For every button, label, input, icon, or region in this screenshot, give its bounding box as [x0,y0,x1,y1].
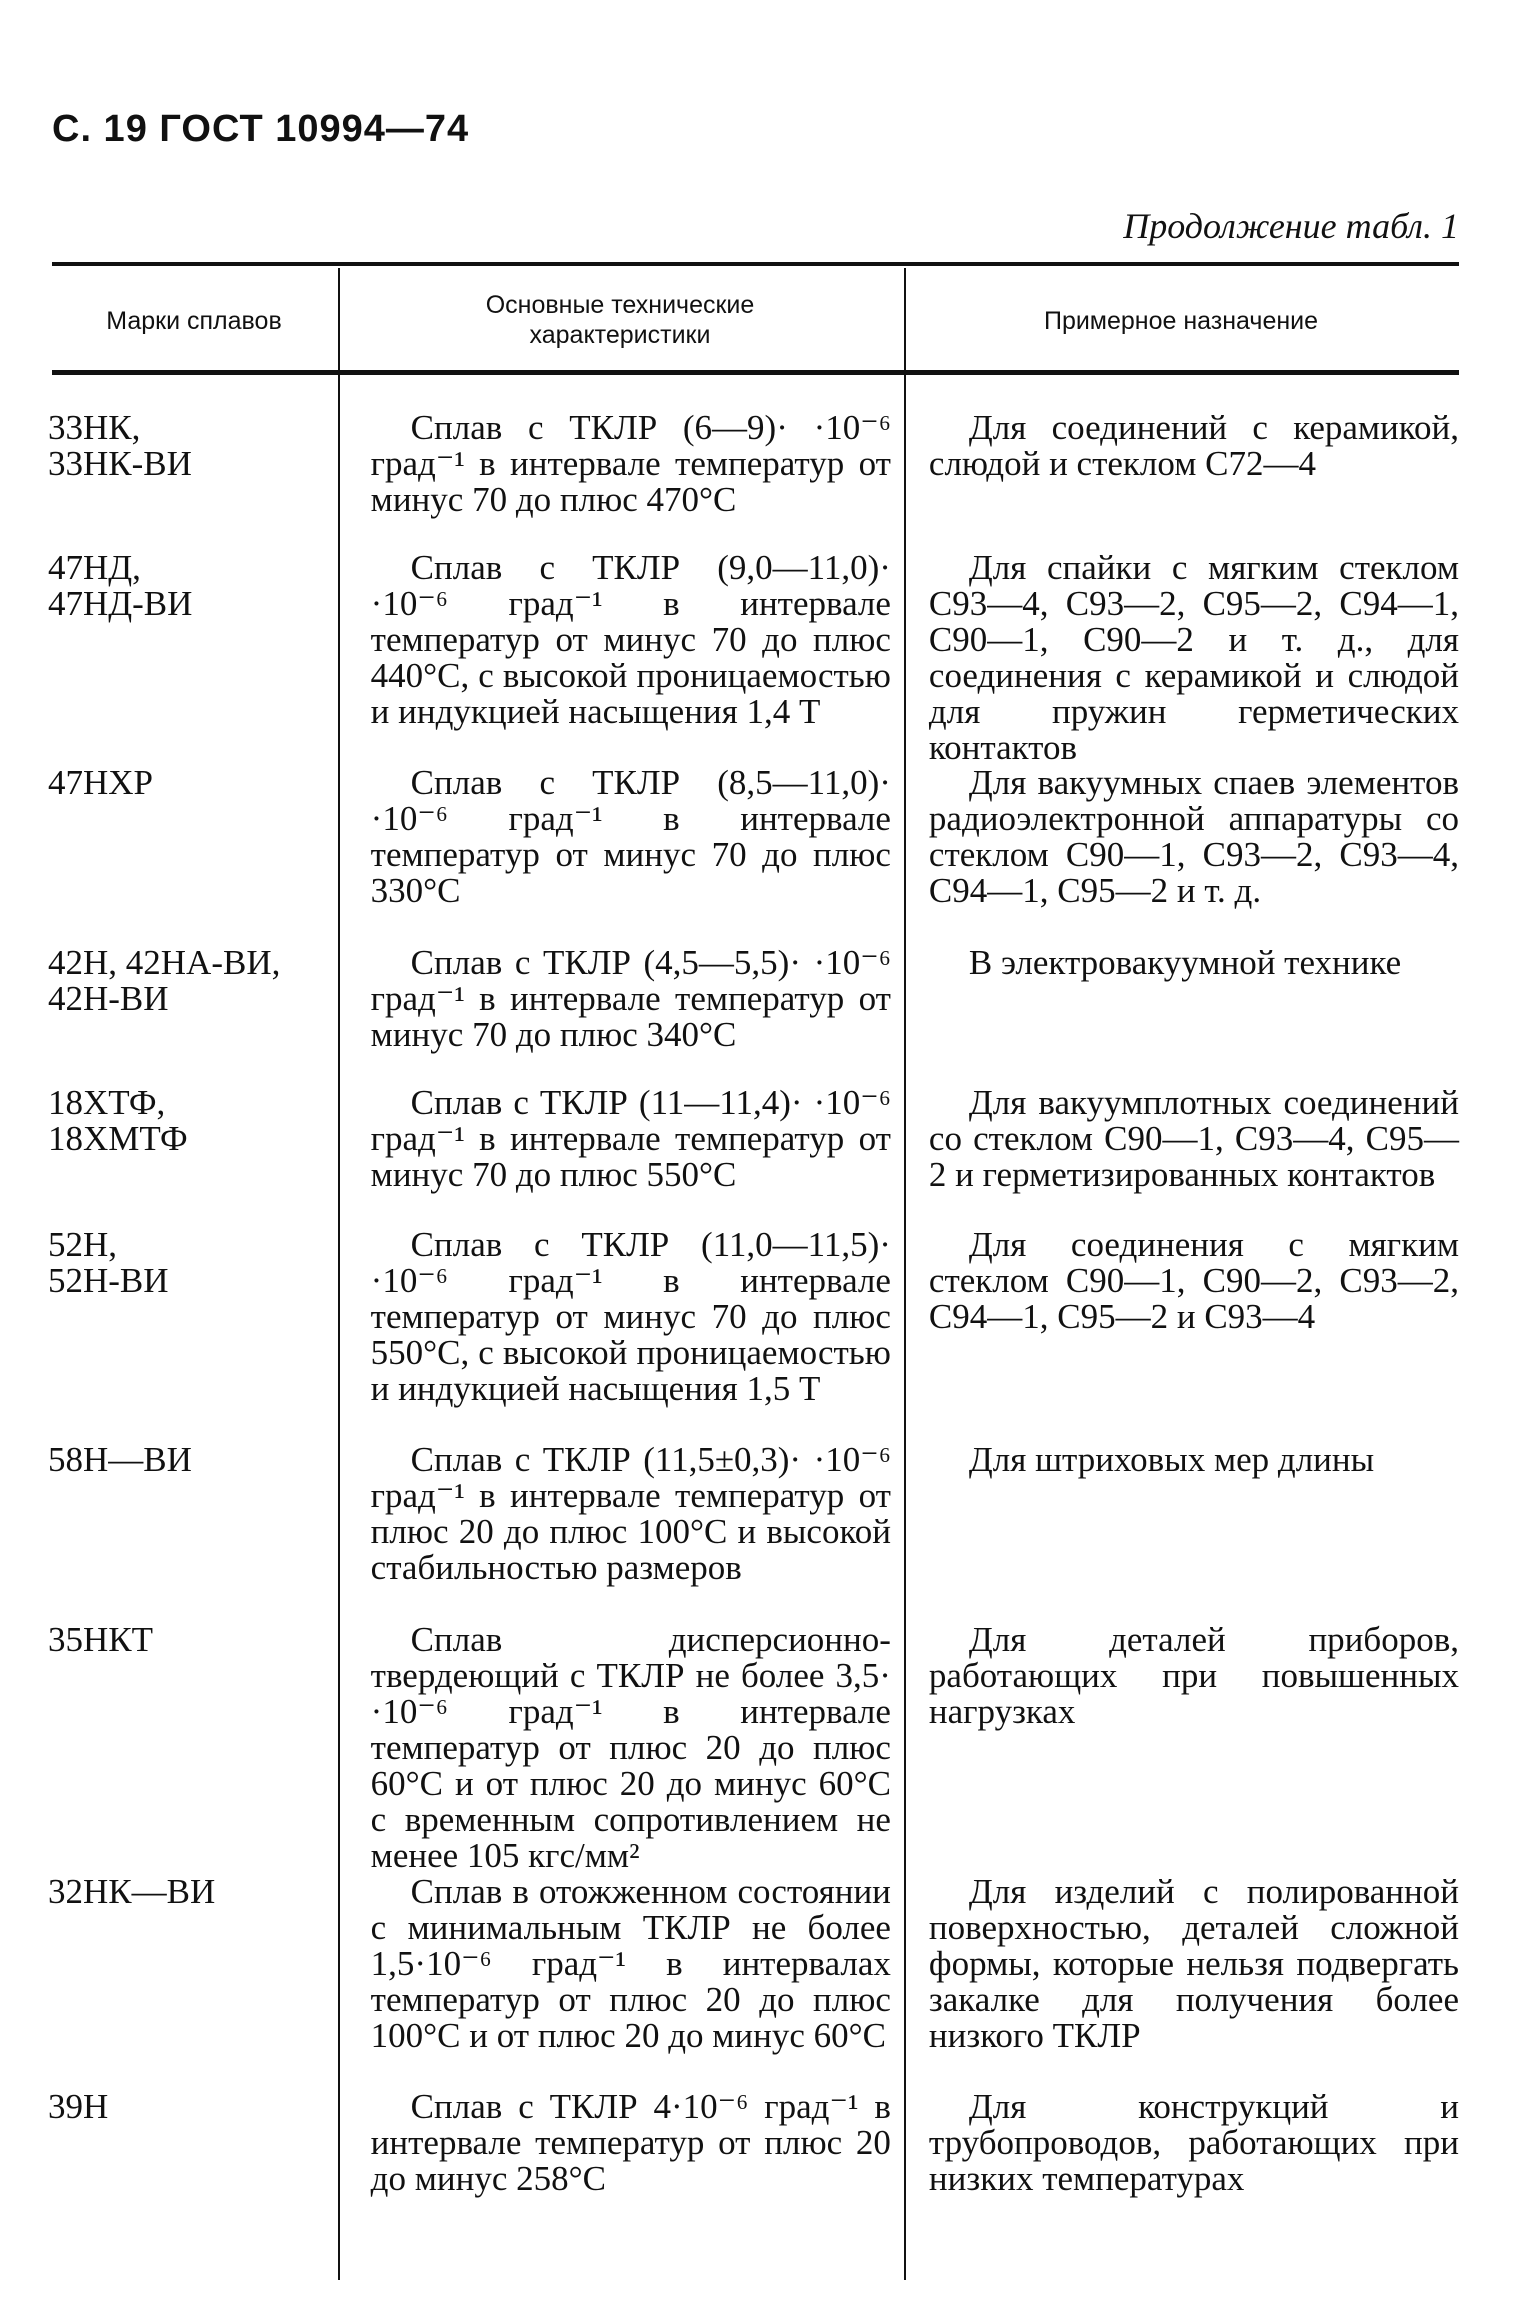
technical-characteristics: Сплав дисперсионно-твердеющий с ТКЛР не более 3,5· ·10⁻⁶ град⁻¹ в интервале температур от плюс 20 до плюс 60°С и от плюс 20 до минус 60°С с временным сопротивлением не менее 105 кгс/мм² [370,1620,891,1875]
intended-use: Для конструкций и трубопроводов, работающих при низких температурах [928,2087,1459,2198]
table-row [48,1622,1459,1874]
intended-use: Для соединений с керамикой, слюдой и стеклом С72—4 [928,408,1459,483]
technical-characteristics: Сплав с ТКЛР (9,0—11,0)· ·10⁻⁶ град⁻¹ в интервале температур от минус 70 до плюс 440°С, с высокой проницаемостью и индукцией насыщения 1,4 Т [370,548,891,731]
alloy-grade: 39Н [48,2087,109,2126]
technical-characteristics: Сплав с ТКЛР (6—9)· ·10⁻⁶ град⁻¹ в интервале температур от минус 70 до плюс 470°С [370,408,891,519]
page-title: С. 19 ГОСТ 10994—74 [52,108,470,150]
header-bottom-rule [52,370,1459,375]
technical-characteristics: Сплав в отожженном состоянии с минимальным ТКЛР не более 1,5·10⁻⁶ град⁻¹ в интервалах температур от плюс 20 до плюс 100°С и от плюс 20 до минус 60°С [370,1872,891,2055]
alloy-grade: 35НКТ [48,1620,153,1659]
column-header-purpose: Примерное назначение [1043,307,1319,335]
table-top-rule [52,262,1459,266]
technical-characteristics: Сплав с ТКЛР 4·10⁻⁶ град⁻¹ в интервале температур от плюс 20 до минус 258°С [370,2087,891,2198]
table-row [48,945,1459,1085]
intended-use: Для вакуумных спаев элементов радиоэлектронной аппаратуры со стеклом С90—1, С93—2, С93—4, С94—1, С95—2 и т. д. [928,763,1459,910]
alloy-grade: 42Н, 42НА-ВИ, 42Н-ВИ [48,943,281,1018]
table-continuation-label: Продолжение табл. 1 [1123,206,1459,246]
table-row [48,1227,1459,1442]
alloy-grade: 47НХР [48,763,154,802]
table-row [48,550,1459,765]
technical-characteristics: Сплав с ТКЛР (11,5±0,3)· ·10⁻⁶ град⁻¹ в интервале температур от плюс 20 до плюс 100°С и высокой стабильностью размеров [370,1440,891,1587]
intended-use: Для соединения с мягким стеклом С90—1, С90—2, С93—2, С94—1, С95—2 и С93—4 [928,1225,1459,1336]
technical-characteristics: Сплав с ТКЛР (4,5—5,5)· ·10⁻⁶ град⁻¹ в интервале температур от минус 70 до плюс 340°С [370,943,891,1054]
table-row [48,2089,1459,2219]
intended-use: Для вакуумплотных соединений со стеклом С90—1, С93—4, С95—2 и герметизированных контактов [928,1083,1459,1194]
intended-use: Для изделий с полированной поверхностью, деталей сложной формы, которые нельзя подвергать закалке для получения более низкого ТКЛР [928,1872,1459,2055]
alloy-grade: 33НК, 33НК-ВИ [48,408,192,483]
table-row [48,765,1459,945]
alloy-grade: 18ХТФ, 18ХМТФ [48,1083,188,1158]
table-row [48,410,1459,550]
alloy-grade: 32НК—ВИ [48,1872,216,1911]
alloy-grade: 58Н—ВИ [48,1440,192,1479]
table-row [48,1874,1459,2089]
column-header-grade: Марки сплавов [106,307,282,335]
technical-characteristics: Сплав с ТКЛР (11,0—11,5)· ·10⁻⁶ град⁻¹ в интервале температур от минус 70 до плюс 550°С, с высокой проницаемостью и индукцией насыщения 1,5 Т [370,1225,891,1408]
technical-characteristics: Сплав с ТКЛР (11—11,4)· ·10⁻⁶ град⁻¹ в интервале температур от минус 70 до плюс 550°С [370,1083,891,1194]
intended-use: Для штриховых мер длины [968,1440,1375,1479]
alloy-grade: 47НД, 47НД-ВИ [48,548,193,623]
technical-characteristics: Сплав с ТКЛР (8,5—11,0)· ·10⁻⁶ град⁻¹ в интервале температур от минус 70 до плюс 330°С [370,763,891,910]
intended-use: Для спайки с мягким стеклом С93—4, С93—2, С95—2, С94—1, С90—1, С90—2 и т. д., для соединения с керамикой и слюдой для пружин герметических контактов [928,548,1459,767]
table-row [48,1085,1459,1227]
table-body [48,410,1459,2219]
intended-use: В электровакуумной технике [968,943,1402,982]
table-row [48,1442,1459,1622]
alloy-grade: 52Н, 52Н-ВИ [48,1225,169,1300]
intended-use: Для деталей приборов, работающих при повышенных нагрузках [928,1620,1459,1731]
column-header-spec: Основные технические характеристики [485,291,755,349]
